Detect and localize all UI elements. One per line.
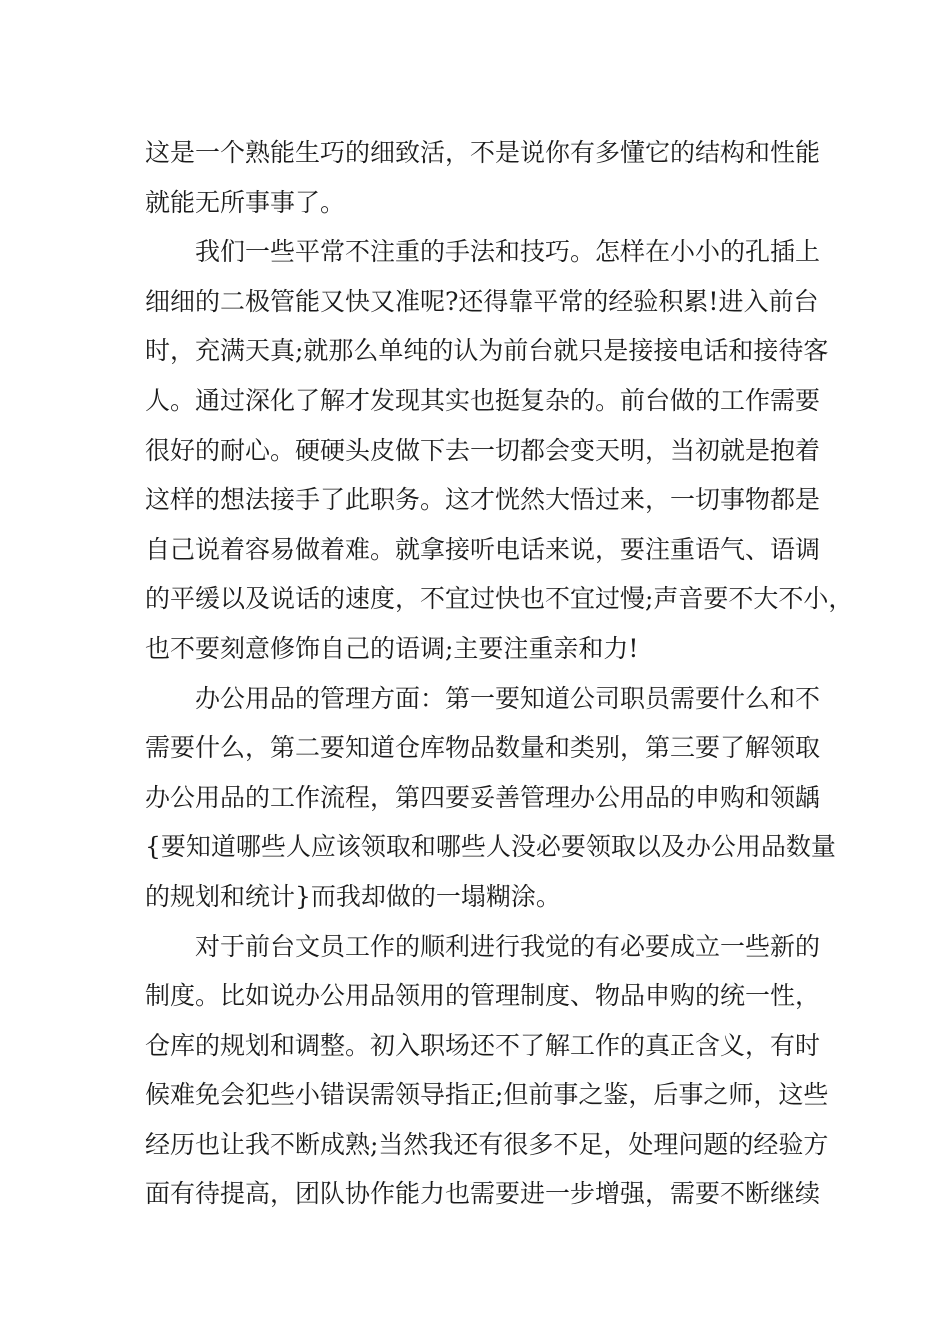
text-line: 的规划和统计}而我却做的一塌糊涂。 <box>145 881 561 911</box>
text-line: 制度。比如说办公用品领用的管理制度、物品申购的统一性， <box>145 981 821 1011</box>
text-line: 时，充满天真;就那么单纯的认为前台就只是接接电话和接待客 <box>145 336 829 366</box>
text-line: 办公用品的工作流程，第四要妥善管理办公用品的申购和领龋 <box>145 782 821 812</box>
text-line: 这是一个熟能生巧的细致活，不是说你有多懂它的结构和性能 <box>145 138 821 167</box>
text-line: 经历也让我不断成熟;当然我还有很多不足，处理问题的经验方 <box>145 1129 829 1159</box>
text-line: 就能无所事事了。 <box>145 187 346 217</box>
paragraph-first-line: 我们一些平常不注重的手法和技巧。怎样在小小的孔插上 <box>195 237 821 267</box>
text-line: 自己说着容易做着难。就拿接听电话来说，要注重语气、语调 <box>145 534 821 564</box>
text-line: 这样的想法接手了此职务。这才恍然大悟过来，一切事物都是 <box>145 485 821 515</box>
text-line: 细细的二极管能又快又准呢?还得靠平常的经验积累!进入前台 <box>145 286 819 316</box>
text-line: 仓库的规划和调整。初入职场还不了解工作的真正含义，有时 <box>145 1030 821 1060</box>
text-line: 人。通过深化了解才发现其实也挺复杂的。前台做的工作需要 <box>145 385 821 415</box>
text-line: 也不要刻意修饰自己的语调;主要注重亲和力! <box>145 633 639 663</box>
text-line: 的平缓以及说话的速度，不宜过快也不宜过慢;声音要不大不小， <box>145 584 854 614</box>
text-line: {要知道哪些人应该领取和哪些人没必要领取以及办公用品数量 <box>145 832 836 862</box>
document-body <box>145 128 854 1219</box>
text-line: 面有待提高，团队协作能力也需要进一步增强，需要不断继续 <box>145 1179 821 1209</box>
text-line: 很好的耐心。硬硬头皮做下去一切都会变天明，当初就是抱着 <box>145 435 821 465</box>
text-line: 候难免会犯些小错误需领导指正;但前事之鉴，后事之师，这些 <box>145 1080 829 1110</box>
paragraph-first-line: 对于前台文员工作的顺利进行我觉的有必要成立一些新的 <box>195 931 821 961</box>
text-line: 需要什么，第二要知道仓库物品数量和类别，第三要了解领取 <box>145 733 821 763</box>
paragraph-first-line: 办公用品的管理方面：第一要知道公司职员需要什么和不 <box>195 683 821 713</box>
